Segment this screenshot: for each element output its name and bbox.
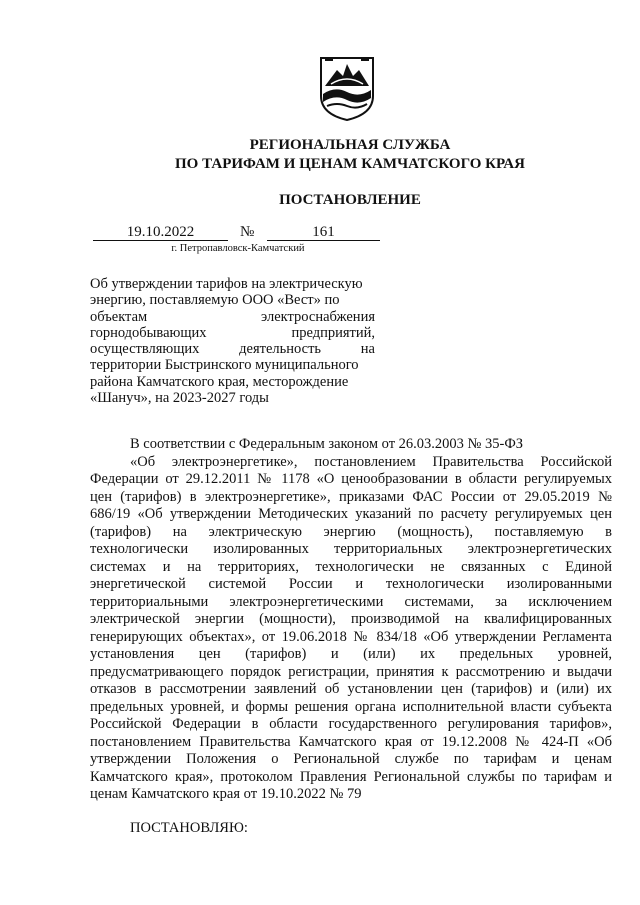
subject-line: Об утверждении тарифов на электрическую xyxy=(90,276,363,292)
paragraph-line: ценам Камчатского края от 19.10.2022 № 79 xyxy=(90,786,362,802)
subject-line: объектам электроснабжения xyxy=(90,308,375,325)
preamble-paragraph xyxy=(90,436,612,804)
document-date: 19.10.2022 xyxy=(126,224,195,240)
number-sign: № xyxy=(240,224,255,240)
paragraph-line: энергетической системой России и технологически изолированными xyxy=(90,576,612,592)
subject-line: «Шануч», на 2023-2027 годы xyxy=(90,390,269,407)
paragraph-line: технологически изолированных территориальных электроэнергетических xyxy=(90,541,612,557)
document-city: г. Петропавловск-Камчатский xyxy=(171,243,305,254)
subject-line: энергию, поставляемую ООО «Вест» по xyxy=(90,292,340,309)
paragraph-line: (тарифов) на электрическую энергию (мощность), поставляемую в xyxy=(90,523,612,540)
paragraph-line: 686/19 «Об утверждении Методических указаний по расчету регулируемых цен xyxy=(90,506,612,522)
document-subject xyxy=(90,276,375,406)
paragraph-line: предусматривающего порядок регистрации, принятия к рассмотрению и выдачи xyxy=(90,663,612,680)
document-number: 161 xyxy=(312,224,335,240)
paragraph-line: отказов в рассмотрении заявлений об установлении цен (тарифов) и (или) их xyxy=(90,681,612,697)
paragraph-line: «Об электроэнергетике», постановлением Правительства Российской xyxy=(130,453,612,470)
paragraph-line: установления цен (тарифов) и (или) их предельных уровней, xyxy=(90,646,612,662)
subject-line: горнодобывающих предприятий, xyxy=(90,324,375,341)
paragraph-line: утверждении Положения о Региональной службе по тарифам и ценам xyxy=(90,751,612,767)
paragraph-line: генерирующих объектах», от 19.06.2018 № 834/18 «Об утверждении Регламента xyxy=(90,628,612,645)
paragraph-line: Федерации от 29.12.2011 № 1178 «О ценообразовании в области регулируемых xyxy=(90,471,612,487)
subject-line: района Камчатского края, месторождение xyxy=(90,373,349,390)
date-underline xyxy=(93,240,228,241)
paragraph-line: постановлением Правительства Камчатского края от 19.12.2008 № 424-П «Об xyxy=(90,733,612,750)
organization-name-line-2: ПО ТАРИФАМ И ЦЕНАМ КАМЧАТСКОГО КРАЯ xyxy=(175,156,525,172)
paragraph-line: В соответствии с Федеральным законом от 26.03.2003 № 35-ФЗ xyxy=(130,436,524,452)
paragraph-line: предельных уровней, и формы решения органа исполнительной власти субъекта xyxy=(90,698,612,715)
paragraph-line: цен (тарифов) в электроэнергетике», приказами ФАС России от 29.05.2019 № xyxy=(90,488,612,505)
kamchatka-coat-of-arms-icon xyxy=(317,56,377,122)
subject-line: осуществляющих деятельность на xyxy=(90,341,375,358)
paragraph-line: системах и на территориях, технологически не связанных с Единой xyxy=(90,558,612,575)
organization-name-line-1: РЕГИОНАЛЬНАЯ СЛУЖБА xyxy=(249,137,451,153)
paragraph-line: электрической энергии (мощности), производимой на квалифицированных xyxy=(90,611,612,627)
subject-line: территории Быстринского муниципального xyxy=(90,357,359,374)
decree-heading: ПОСТАНОВЛЯЮ: xyxy=(130,820,248,836)
number-underline xyxy=(267,240,380,241)
document-type: ПОСТАНОВЛЕНИЕ xyxy=(279,192,421,208)
paragraph-line: Камчатского края», протоколом Правления Региональной службы по тарифам и xyxy=(90,768,612,785)
paragraph-line: Российской Федерации в области государственного регулирования тарифов», xyxy=(90,716,612,732)
paragraph-line: территориальными электроэнергетическими системами, за исключением xyxy=(90,593,612,610)
